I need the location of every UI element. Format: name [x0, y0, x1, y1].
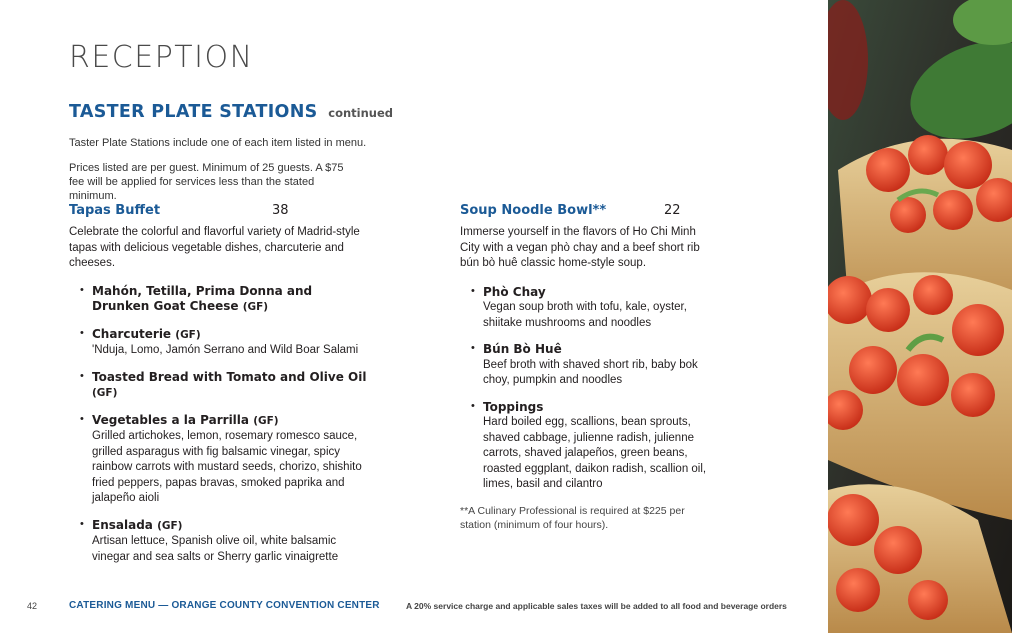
subhead-main: TASTER PLATE STATIONS: [69, 102, 318, 122]
gluten-free-tag: (GF): [157, 519, 183, 532]
list-item: [69, 370, 369, 402]
footer-title: CATERING MENU — ORANGE COUNTY CONVENTION CENTER: [69, 600, 380, 611]
subhead: [69, 96, 393, 124]
item-name-line: Drunken Goat Cheese: [92, 299, 239, 313]
section-title: RECEPTION: [69, 40, 254, 75]
list-item: [460, 400, 710, 493]
list-item: [69, 327, 369, 359]
bruschetta-photo: [828, 0, 1012, 633]
item-name: [92, 327, 369, 344]
footnote: **A Culinary Professional is required at $225 per station (minimum of four hours).: [460, 504, 685, 531]
gluten-free-tag: (GF): [242, 301, 269, 313]
bruschetta-image: [828, 0, 1012, 633]
gluten-free-tag: (GF): [92, 387, 118, 399]
subhead-continued: continued: [328, 106, 393, 120]
station-price: 38: [272, 203, 289, 218]
station-name: Tapas Buffet: [69, 203, 161, 218]
item-description: Beef broth with shaved short rib, baby bok choy, pumpkin and noodles: [483, 358, 698, 386]
item-description: Hard boiled egg, scallions, bean sprouts, shaved cabbage, julienne radish, julienne carrots, shaved jalapeños, green beans, roasted eggplant, daikon radish, scallion oil, limes, basil and cilantro: [483, 416, 707, 490]
tapas-buffet-station: [69, 203, 369, 576]
station-description: Celebrate the colorful and flavorful variety of Madrid-style tapas with delicious vegetable dishes, charcuterie and cheeses.: [69, 226, 360, 269]
intro-line-2: Prices listed are per guest. Minimum of 25 guests. A $75 fee will be applied for services less than the stated minimum.: [69, 162, 344, 202]
station-header: [460, 203, 710, 223]
item-name: [92, 284, 369, 316]
gluten-free-tag: (GF): [253, 414, 279, 427]
station-description: Immerse yourself in the flavors of Ho Chi Minh City with a vegan phò chay and a beef short rib bún bò huê classic home-style soup.: [460, 226, 700, 269]
item-name-line: Charcuterie: [92, 326, 172, 341]
item-name-line: Vegetables a la Parrilla: [92, 412, 250, 427]
menu-item-list: [69, 284, 369, 566]
menu-item-list: [460, 285, 710, 493]
item-description: Vegan soup broth with tofu, kale, oyster, shiitake mushrooms and noodles: [483, 301, 687, 329]
item-name: • Bún Bò Huê: [483, 342, 562, 356]
list-item: [69, 413, 369, 507]
item-name: [92, 518, 369, 535]
list-item: [460, 342, 710, 389]
soup-noodle-bowl-station: [460, 203, 710, 532]
list-item: [460, 285, 710, 332]
item-description: 'Nduja, Lomo, Jamón Serrano and Wild Boar Salami: [92, 344, 359, 356]
item-name: • Toppings: [483, 399, 544, 414]
item-name: [92, 413, 369, 430]
intro-line-1: Taster Plate Stations include one of each item listed in menu.: [69, 137, 367, 149]
page-number: 42: [27, 601, 38, 611]
gluten-free-tag: (GF): [175, 328, 201, 341]
item-name: • Phò Chay: [483, 284, 546, 299]
item-name-line: Toasted Bread with Tomato and Olive Oil: [92, 369, 367, 384]
list-item: [69, 518, 369, 566]
station-header: [69, 203, 369, 223]
item-name-line: Mahón, Tetilla, Prima Donna and: [92, 283, 313, 298]
station-name: Soup Noodle Bowl**: [460, 203, 607, 218]
item-name: [92, 370, 369, 402]
item-description: Artisan lettuce, Spanish olive oil, white balsamic vinegar and sea salts or Sherry garlic vinaigrette: [92, 535, 339, 563]
footer-disclaimer: A 20% service charge and applicable sales taxes will be added to all food and beverage orders: [406, 601, 787, 611]
list-item: [69, 284, 369, 316]
item-name-line: Ensalada: [92, 517, 153, 532]
station-price: 22: [664, 203, 681, 218]
item-description: Grilled artichokes, lemon, rosemary romesco sauce, grilled asparagus with fig balsamic vinegar, spicy rainbow carrots with mustard seeds, chorizo, shishito fried peppers, papas bravas, smoked paprika and jalapeño aioli: [92, 430, 362, 504]
